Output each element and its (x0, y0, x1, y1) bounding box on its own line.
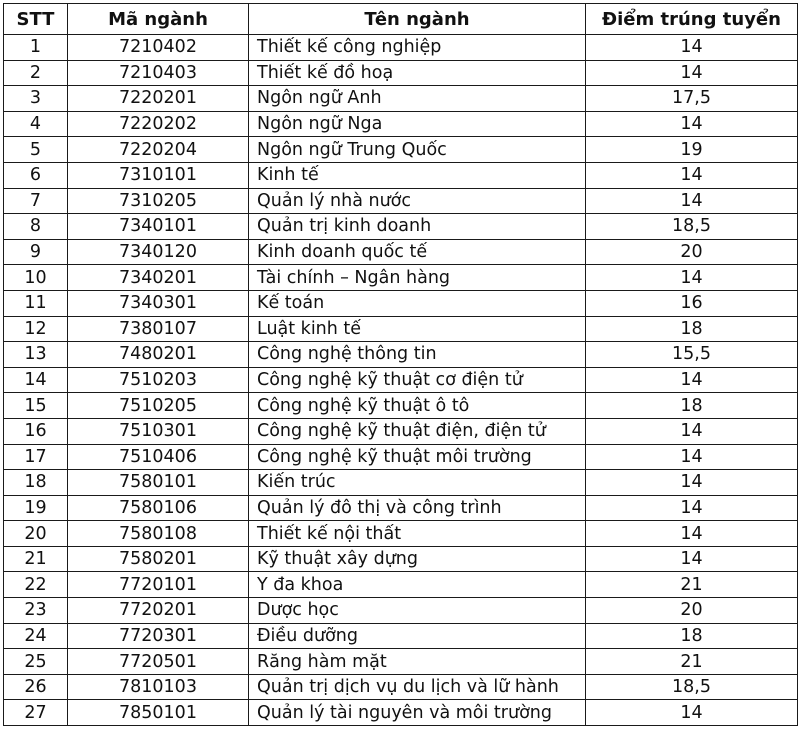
stt-cell: 3 (4, 86, 68, 112)
table-row (4, 649, 798, 675)
stt-cell: 26 (4, 674, 68, 700)
table-row (4, 162, 798, 188)
ma-nganh-cell: 7220204 (68, 137, 249, 163)
ten-nganh-cell: Thiết kế nội thất (249, 521, 586, 547)
diem-cell: 14 (586, 367, 798, 393)
diem-cell: 18,5 (586, 214, 798, 240)
stt-cell: 16 (4, 418, 68, 444)
stt-cell: 25 (4, 649, 68, 675)
ten-nganh-cell: Kiến trúc (249, 470, 586, 496)
diem-cell: 21 (586, 572, 798, 598)
table-row (4, 239, 798, 265)
diem-cell: 14 (586, 444, 798, 470)
ten-nganh-cell: Công nghệ kỹ thuật ô tô (249, 393, 586, 419)
table-row (4, 470, 798, 496)
diem-cell: 14 (586, 470, 798, 496)
ma-nganh-cell: 7510301 (68, 418, 249, 444)
ma-nganh-cell: 7340101 (68, 214, 249, 240)
header-diem-trung-tuyen: Điểm trúng tuyển (586, 4, 798, 35)
admission-scores-sheet (3, 3, 797, 726)
stt-cell: 13 (4, 342, 68, 368)
ten-nganh-cell: Kinh tế (249, 162, 586, 188)
stt-cell: 7 (4, 188, 68, 214)
ten-nganh-cell: Thiết kế đồ hoạ (249, 60, 586, 86)
diem-cell: 14 (586, 35, 798, 61)
ma-nganh-cell: 7720101 (68, 572, 249, 598)
diem-cell: 18 (586, 316, 798, 342)
diem-cell: 16 (586, 290, 798, 316)
diem-cell: 18,5 (586, 674, 798, 700)
table-row (4, 214, 798, 240)
stt-cell: 10 (4, 265, 68, 291)
stt-cell: 18 (4, 470, 68, 496)
ma-nganh-cell: 7720201 (68, 598, 249, 624)
ma-nganh-cell: 7580106 (68, 495, 249, 521)
ma-nganh-cell: 7340301 (68, 290, 249, 316)
ma-nganh-cell: 7850101 (68, 700, 249, 726)
table-row (4, 86, 798, 112)
ten-nganh-cell: Quản trị kinh doanh (249, 214, 586, 240)
table-row (4, 418, 798, 444)
stt-cell: 5 (4, 137, 68, 163)
diem-cell: 20 (586, 239, 798, 265)
table-row (4, 188, 798, 214)
stt-cell: 27 (4, 700, 68, 726)
ma-nganh-cell: 7210403 (68, 60, 249, 86)
ma-nganh-cell: 7310205 (68, 188, 249, 214)
stt-cell: 12 (4, 316, 68, 342)
ma-nganh-cell: 7510406 (68, 444, 249, 470)
stt-cell: 9 (4, 239, 68, 265)
ten-nganh-cell: Kế toán (249, 290, 586, 316)
ten-nganh-cell: Tài chính – Ngân hàng (249, 265, 586, 291)
ten-nganh-cell: Công nghệ kỹ thuật điện, điện tử (249, 418, 586, 444)
header-ma-nganh: Mã ngành (68, 4, 249, 35)
diem-cell: 19 (586, 137, 798, 163)
table-row (4, 367, 798, 393)
table-row (4, 35, 798, 61)
stt-cell: 8 (4, 214, 68, 240)
table-row (4, 521, 798, 547)
ten-nganh-cell: Kinh doanh quốc tế (249, 239, 586, 265)
stt-cell: 19 (4, 495, 68, 521)
ten-nganh-cell: Thiết kế công nghiệp (249, 35, 586, 61)
ma-nganh-cell: 7310101 (68, 162, 249, 188)
ma-nganh-cell: 7510203 (68, 367, 249, 393)
ten-nganh-cell: Công nghệ thông tin (249, 342, 586, 368)
table-row (4, 444, 798, 470)
ma-nganh-cell: 7580101 (68, 470, 249, 496)
stt-cell: 23 (4, 598, 68, 624)
diem-cell: 14 (586, 418, 798, 444)
table-row (4, 674, 798, 700)
stt-cell: 2 (4, 60, 68, 86)
diem-cell: 14 (586, 188, 798, 214)
diem-cell: 14 (586, 265, 798, 291)
table-row (4, 598, 798, 624)
ten-nganh-cell: Y đa khoa (249, 572, 586, 598)
ten-nganh-cell: Điều dưỡng (249, 623, 586, 649)
ten-nganh-cell: Răng hàm mặt (249, 649, 586, 675)
ten-nganh-cell: Quản lý tài nguyên và môi trường (249, 700, 586, 726)
table-row (4, 316, 798, 342)
ma-nganh-cell: 7720301 (68, 623, 249, 649)
ma-nganh-cell: 7380107 (68, 316, 249, 342)
ten-nganh-cell: Kỹ thuật xây dựng (249, 546, 586, 572)
header-ten-nganh: Tên ngành (249, 4, 586, 35)
stt-cell: 11 (4, 290, 68, 316)
admission-scores-table (3, 3, 798, 726)
ten-nganh-cell: Quản trị dịch vụ du lịch và lữ hành (249, 674, 586, 700)
diem-cell: 18 (586, 623, 798, 649)
diem-cell: 18 (586, 393, 798, 419)
ma-nganh-cell: 7580108 (68, 521, 249, 547)
table-row (4, 495, 798, 521)
table-row (4, 342, 798, 368)
diem-cell: 15,5 (586, 342, 798, 368)
table-row (4, 60, 798, 86)
stt-cell: 1 (4, 35, 68, 61)
diem-cell: 14 (586, 111, 798, 137)
ma-nganh-cell: 7340120 (68, 239, 249, 265)
ten-nganh-cell: Ngôn ngữ Trung Quốc (249, 137, 586, 163)
table-header (4, 4, 798, 35)
table-row (4, 290, 798, 316)
header-stt: STT (4, 4, 68, 35)
ten-nganh-cell: Quản lý đô thị và công trình (249, 495, 586, 521)
header-row (4, 4, 798, 35)
diem-cell: 14 (586, 546, 798, 572)
ma-nganh-cell: 7210402 (68, 35, 249, 61)
table-row (4, 137, 798, 163)
diem-cell: 21 (586, 649, 798, 675)
stt-cell: 22 (4, 572, 68, 598)
stt-cell: 14 (4, 367, 68, 393)
stt-cell: 20 (4, 521, 68, 547)
ma-nganh-cell: 7580201 (68, 546, 249, 572)
table-row (4, 111, 798, 137)
table-row (4, 546, 798, 572)
stt-cell: 24 (4, 623, 68, 649)
stt-cell: 4 (4, 111, 68, 137)
stt-cell: 15 (4, 393, 68, 419)
stt-cell: 17 (4, 444, 68, 470)
diem-cell: 14 (586, 162, 798, 188)
table-row (4, 265, 798, 291)
table-row (4, 700, 798, 726)
table-body (4, 35, 798, 726)
diem-cell: 20 (586, 598, 798, 624)
ten-nganh-cell: Công nghệ kỹ thuật cơ điện tử (249, 367, 586, 393)
stt-cell: 6 (4, 162, 68, 188)
ten-nganh-cell: Ngôn ngữ Nga (249, 111, 586, 137)
ma-nganh-cell: 7220202 (68, 111, 249, 137)
ten-nganh-cell: Dược học (249, 598, 586, 624)
ten-nganh-cell: Quản lý nhà nước (249, 188, 586, 214)
table-row (4, 623, 798, 649)
diem-cell: 14 (586, 521, 798, 547)
ma-nganh-cell: 7810103 (68, 674, 249, 700)
table-row (4, 393, 798, 419)
table-row (4, 572, 798, 598)
diem-cell: 14 (586, 495, 798, 521)
ma-nganh-cell: 7220201 (68, 86, 249, 112)
diem-cell: 14 (586, 700, 798, 726)
ten-nganh-cell: Ngôn ngữ Anh (249, 86, 586, 112)
diem-cell: 17,5 (586, 86, 798, 112)
ma-nganh-cell: 7510205 (68, 393, 249, 419)
ma-nganh-cell: 7720501 (68, 649, 249, 675)
stt-cell: 21 (4, 546, 68, 572)
diem-cell: 14 (586, 60, 798, 86)
ten-nganh-cell: Luật kinh tế (249, 316, 586, 342)
ten-nganh-cell: Công nghệ kỹ thuật môi trường (249, 444, 586, 470)
ma-nganh-cell: 7480201 (68, 342, 249, 368)
ma-nganh-cell: 7340201 (68, 265, 249, 291)
